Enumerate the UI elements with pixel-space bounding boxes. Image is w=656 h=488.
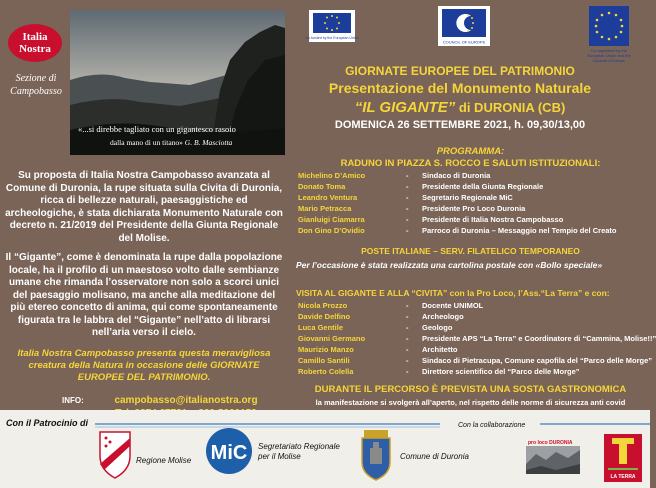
guide-role: Archeologo — [422, 312, 464, 321]
title-presentazione: Presentazione del Monumento Naturale — [328, 80, 592, 96]
proloco-duronia-image — [526, 446, 580, 474]
guide-name: Nicola Prozzo — [298, 301, 348, 310]
guide-name: Camillo Santili — [298, 356, 350, 365]
manifestazione-note: la manifestazione si svolgerà all’aperto, nel rispetto delle norme di sicurezza anti covid — [315, 398, 626, 407]
guide-role: Architetto — [422, 345, 458, 354]
poste-heading: POSTE ITALIANE – SERV. FILATELICO TEMPORANEO — [361, 246, 580, 256]
sezione-label: Sezione di Campobasso — [10, 73, 62, 97]
saluti-name: Mario Petracca — [298, 204, 352, 213]
guide-role: Geologo — [422, 323, 453, 332]
dash: - — [406, 215, 409, 224]
guide-name: Maurizio Manzo — [298, 345, 354, 354]
programma-heading: PROGRAMMA: — [436, 146, 505, 157]
eu-small-text: Co-funded by the European Union — [305, 36, 359, 40]
eu-flag-logo — [305, 10, 359, 42]
la-terra-logo — [604, 434, 642, 482]
segretariato-label — [258, 442, 340, 462]
dash: - — [406, 367, 409, 376]
dash: - — [406, 171, 409, 180]
cartolina-text: Per l’occasione è stata realizzata una cartolina postale con «Bollo speciale» — [296, 260, 603, 270]
title-gigante — [300, 99, 620, 116]
dash: - — [406, 226, 409, 235]
saluti-role: Sindaco di Duronia — [422, 171, 491, 180]
comune-duronia-label: Comune di Duronia — [400, 452, 469, 461]
regione-molise-crest — [96, 428, 134, 482]
quote-line1: «...si direbbe tagliato con un gigantesco rasoio — [78, 124, 236, 134]
guide-role: Docente UNIMOL — [422, 301, 484, 310]
dash: - — [406, 345, 409, 354]
guide-role: Presidente APS “La Terra” e Coordinatore di “Cammina, Molise!!” — [422, 334, 656, 343]
saluti-name: Leandro Ventura — [298, 193, 358, 202]
dash: - — [406, 356, 409, 365]
mic-text: MiC — [210, 442, 248, 464]
quote-line2 — [110, 138, 285, 147]
proloco-label: pro loco DURONIA — [528, 440, 573, 446]
collaborazione-label: Con la collaborazione — [458, 422, 526, 429]
eu-council-right-logo — [586, 4, 632, 70]
council-of-europe-logo — [438, 6, 490, 46]
logo-line2: Nostra — [19, 43, 51, 55]
dash: - — [406, 204, 409, 213]
visita-heading: VISITA AL GIGANTE E ALLA “CIVITA” con la Pro Loco, l’Ass.“La Terra” e con: — [296, 288, 610, 298]
saluti-role: Presidente di Italia Nostra Campobasso — [422, 215, 564, 224]
info-label: INFO: — [62, 396, 84, 405]
durante-heading: DURANTE IL PERCORSO È PREVISTA UNA SOSTA GASTRONOMICA — [314, 384, 627, 395]
comune-duronia-crest — [358, 428, 394, 482]
regione-molise-label: Regione Molise — [136, 456, 192, 465]
raduno-heading: RADUNO IN PIAZZA S. ROCCO E SALUTI ISTITUZIONALI: — [340, 158, 601, 169]
presenta-paragraph: Italia Nostra Campobasso presenta questa meravigliosa creatura della Natura in occasione delle GIORNATE EUROPEE DEL PATRIMONIO. — [17, 348, 271, 383]
guide-name: Roberto Colella — [298, 367, 354, 376]
mic-logo — [204, 426, 254, 476]
guide-role: Sindaco di Pietracupa, Comune capofila del “Parco delle Morge” — [422, 356, 653, 365]
guide-name: Luca Gentile — [298, 323, 344, 332]
saluti-name: Gianluigi Ciamarra — [298, 215, 365, 224]
segretariato-line2: per il Molise — [258, 452, 301, 461]
segretariato-line1: Segretariato Regionale — [258, 442, 340, 451]
saluti-role: Parroco di Duronia – Messaggio nel Tempio del Creato — [422, 226, 617, 235]
quote-author: G. B. Masciotta — [184, 138, 233, 147]
guide-name: Giovanni Germano — [298, 334, 366, 343]
dash: - — [406, 301, 409, 310]
eu-right-text: Co-organised by the European Union and the Council of Europe — [587, 48, 631, 63]
saluti-role: Presidente Pro Loco Duronia — [422, 204, 526, 213]
dash: - — [406, 182, 409, 191]
la-terra-text: LA TERRA — [610, 474, 636, 480]
email-link[interactable]: campobasso@italianostra.org — [114, 395, 258, 406]
title-date: DOMENICA 26 SETTEMBRE 2021, h. 09,30/13,00 — [334, 119, 586, 131]
council-text: COUNCIL OF EUROPE — [442, 39, 486, 45]
gigante-paragraph: Il “Gigante”, come è denominata la rupe dalla popolazione locale, ha il profilo di un maestoso volto dalle sembianze umane che rimanda l’osservatore non solo a scorci unici del paesaggio molisano, ma anche alla meditazione del più etereo concetto di anima, qui come spontaneamente figurata tra le labbra del “Gigante” nell’atto di librarsi nell’aria verso il cielo. — [5, 252, 283, 338]
guide-name: Davide Delfino — [298, 312, 351, 321]
saluti-name: Donato Toma — [298, 182, 346, 191]
dash: - — [406, 312, 409, 321]
title-giornate: GIORNATE EUROPEE DEL PATRIMONIO — [345, 64, 575, 78]
dash: - — [406, 193, 409, 202]
italia-nostra-logo — [8, 24, 62, 62]
saluti-name: Don Gino D’Ovidio — [298, 226, 365, 235]
title-gigante-quote: “IL GIGANTE” — [354, 99, 456, 116]
dash: - — [406, 334, 409, 343]
quote-text: dalla mano di un titano» — [110, 138, 183, 147]
title-gigante-rest: di DURONIA (CB) — [458, 100, 566, 115]
patrocinio-label: Con il Patrocinio di — [6, 418, 89, 428]
logo-line1: Italia — [22, 31, 48, 43]
intro-paragraph: Su proposta di Italia Nostra Campobasso avanzata al Comune di Duronia, la rupe situata sulla Civita di Duronia, ricca di bellezze naturali, paesaggistiche ed archeologiche, è stata dichiarata Monumento Naturale con decreto n. 21/2019 del Presidente della Giunta Regionale del Molise. — [5, 170, 283, 244]
saluti-name: Michelino D’Amico — [298, 171, 366, 180]
guide-role: Direttore scientifico del “Parco delle Morge” — [422, 367, 580, 376]
saluti-role: Presidente della Giunta Regionale — [422, 182, 544, 191]
saluti-role: Segretario Regionale MiC — [422, 193, 513, 202]
dash: - — [406, 323, 409, 332]
